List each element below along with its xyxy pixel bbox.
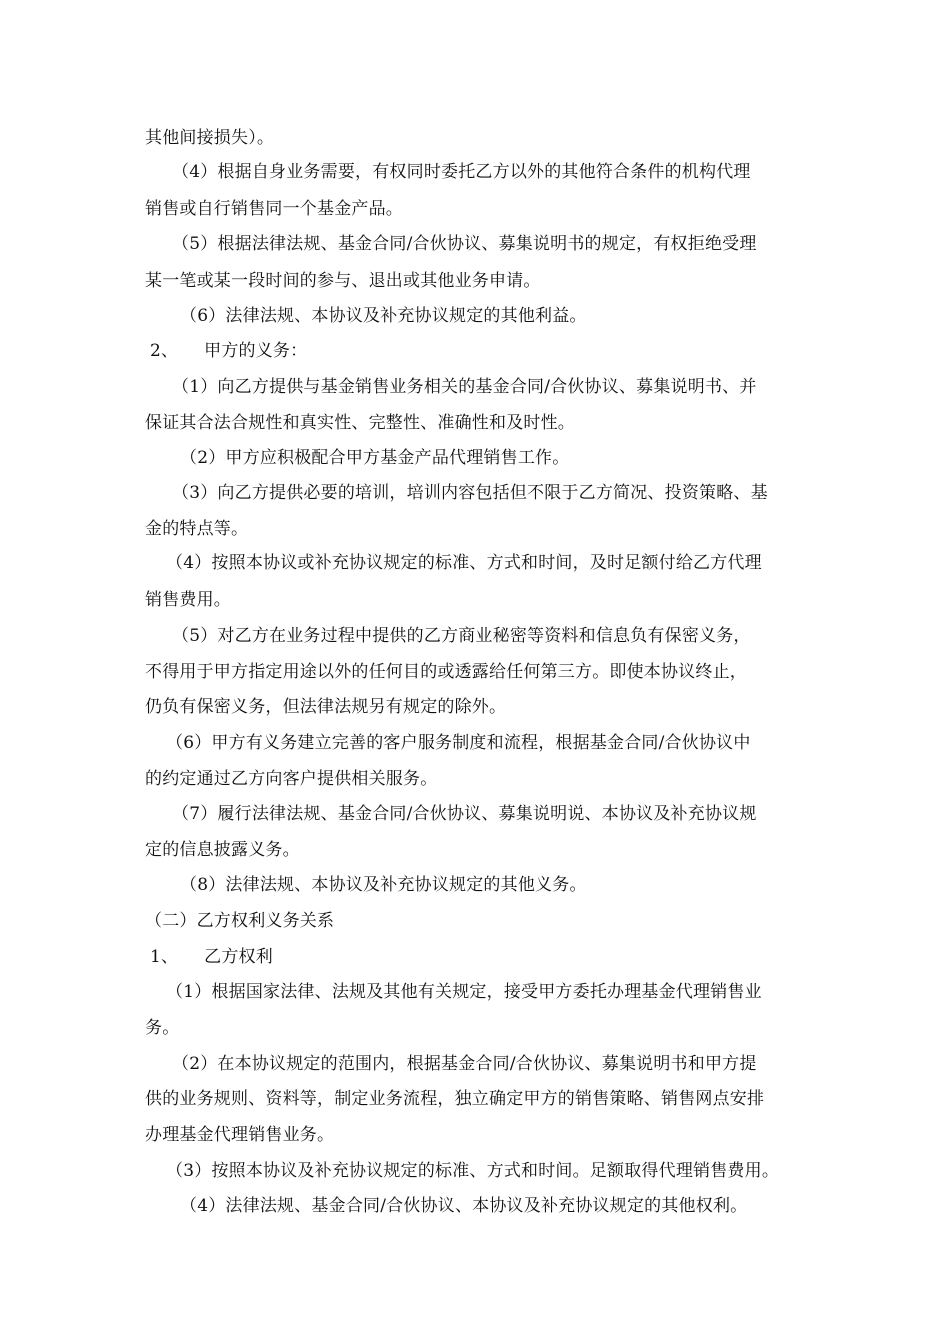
- text-line: （2）甲方应积极配合甲方基金产品代理销售工作。: [180, 448, 570, 468]
- text-line: 不得用于甲方指定用途以外的任何目的或透露给任何第三方。即使本协议终止，: [145, 662, 747, 682]
- text-line: （5）对乙方在业务过程中提供的乙方商业秘密等资料和信息负有保密义务，: [172, 626, 751, 646]
- section-heading: 2、 甲方的义务：: [150, 341, 308, 361]
- text-line: 某一笔或某一段时间的参与、退出或其他业务申请。: [145, 271, 541, 291]
- text-line: 销售或自行销售同一个基金产品。: [145, 199, 403, 219]
- text-line: （3）向乙方提供必要的培训，培训内容包括但不限于乙方简况、投资策略、基: [172, 483, 768, 503]
- text-line: （1）根据国家法律、法规及其他有关规定，接受甲方委托办理基金代理销售业: [166, 982, 762, 1002]
- section-heading: （二）乙方权利义务关系: [145, 911, 335, 931]
- text-line: （5）根据法律法规、基金合同/合伙协议、募集说明书的规定，有权拒绝受理: [172, 234, 757, 254]
- text-line: （2）在本协议规定的范围内，根据基金合同/合伙协议、募集说明书和甲方提: [172, 1054, 757, 1074]
- text-line: （1）向乙方提供与基金销售业务相关的基金合同/合伙协议、募集说明书、并: [172, 377, 757, 397]
- text-line: （6）甲方有义务建立完善的客户服务制度和流程，根据基金合同/合伙协议中: [166, 733, 751, 753]
- text-line: 供的业务规则、资料等，制定业务流程，独立确定甲方的销售策略、销售网点安排: [145, 1089, 765, 1109]
- text-line: （4）按照本协议或补充协议规定的标准、方式和时间，及时足额付给乙方代理: [166, 553, 762, 573]
- text-line: 金的特点等。: [145, 519, 249, 539]
- text-line: 保证其合法合规性和真实性、完整性、准确性和及时性。: [145, 413, 575, 433]
- text-line: （4）法律法规、基金合同/合伙协议、本协议及补充协议规定的其他权利。: [180, 1196, 748, 1216]
- text-line: （8）法律法规、本协议及补充协议规定的其他义务。: [180, 875, 587, 895]
- text-line: 其他间接损失）。: [145, 128, 275, 148]
- text-line: 的约定通过乙方向客户提供相关服务。: [145, 769, 438, 789]
- text-line: （4）根据自身业务需要，有权同时委托乙方以外的其他符合条件的机构代理: [172, 162, 751, 182]
- section-heading: 1、 乙方权利: [150, 947, 273, 967]
- text-line: 务。: [145, 1018, 180, 1038]
- text-line: 办理基金代理销售业务。: [145, 1125, 335, 1145]
- text-line: （3）按照本协议及补充协议规定的标准、方式和时间。足额取得代理销售费用。: [166, 1161, 780, 1181]
- text-line: 定的信息披露义务。: [145, 840, 300, 860]
- text-line: （7）履行法律法规、基金合同/合伙协议、募集说明说、本协议及补充协议规: [172, 804, 757, 824]
- text-line: 仍负有保密义务，但法律法规另有规定的除外。: [145, 697, 507, 717]
- text-line: （6）法律法规、本协议及补充协议规定的其他利益。: [180, 306, 587, 326]
- text-line: 销售费用。: [145, 590, 231, 610]
